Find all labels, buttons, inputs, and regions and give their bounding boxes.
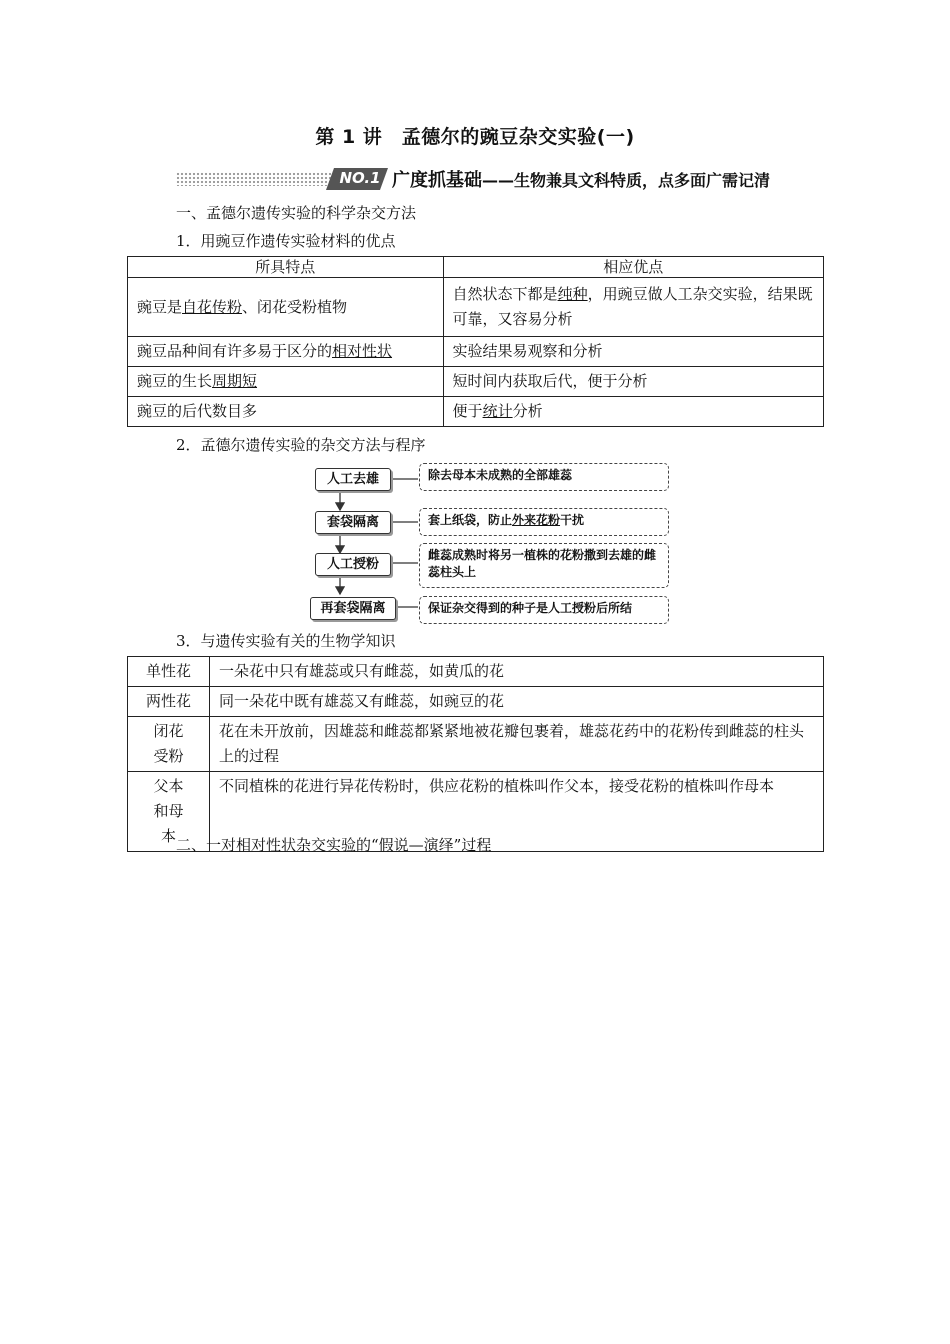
table-header-row	[128, 257, 824, 278]
term-cell: 闭花受粉	[128, 717, 210, 772]
flow-note: 除去母本未成熟的全部雄蕊	[419, 463, 669, 491]
term-cell: 两性花	[128, 687, 210, 717]
advantage-cell: 便于统计分析	[443, 397, 823, 427]
table-row	[128, 657, 824, 687]
flow-step: 人工授粉	[315, 553, 391, 576]
badge-label: NO.1	[339, 169, 381, 187]
flow-step: 套袋隔离	[315, 511, 391, 534]
table-row	[128, 397, 824, 427]
flow-note: 套上纸袋，防止外来花粉干扰	[419, 508, 669, 536]
procedure-flowchart	[300, 460, 680, 622]
flow-note: 雌蕊成熟时将另一植株的花粉撒到去雄的雌蕊柱头上	[419, 543, 669, 588]
term-cell: 父本和母本	[128, 772, 210, 852]
banner-dots	[176, 172, 338, 186]
feature-cell: 豌豆品种间有许多易于区分的相对性状	[128, 337, 444, 367]
definition-cell: 同一朵花中既有雄蕊又有雌蕊，如豌豆的花	[209, 687, 823, 717]
item2-heading: 2．孟德尔遗传实验的杂交方法与程序	[176, 436, 426, 454]
column-header: 所具特点	[128, 257, 444, 278]
table-row	[128, 717, 824, 772]
flow-note: 保证杂交得到的种子是人工授粉后所结	[419, 596, 669, 624]
advantages-table	[127, 256, 824, 427]
banner-heading: 广度抓基础	[392, 170, 482, 191]
table-row	[128, 337, 824, 367]
table-row	[128, 687, 824, 717]
table-row	[128, 367, 824, 397]
column-header: 相应优点	[443, 257, 823, 278]
flow-step: 人工去雄	[315, 468, 391, 491]
section2-heading: 二、一对相对性状杂交实验的“假说—演绎”过程	[176, 836, 492, 854]
flow-step: 再套袋隔离	[310, 597, 396, 620]
item3-heading: 3．与遗传实验有关的生物学知识	[176, 632, 396, 650]
terms-table	[127, 656, 824, 852]
advantage-cell: 实验结果易观察和分析	[443, 337, 823, 367]
definition-cell: 不同植株的花进行异花传粉时，供应花粉的植株叫作父本，接受花粉的植株叫作母本	[209, 772, 823, 852]
feature-cell: 豌豆是自花传粉、闭花受粉植物	[128, 278, 444, 337]
item1-heading: 1．用豌豆作遗传实验材料的优点	[176, 232, 396, 250]
advantage-cell: 短时间内获取后代，便于分析	[443, 367, 823, 397]
banner-subtitle: ——生物兼具文科特质，点多面广需记清	[482, 171, 771, 190]
definition-cell: 花在未开放前，因雄蕊和雌蕊都紧紧地被花瓣包裹着，雄蕊花药中的花粉传到雌蕊的柱头上的过程	[209, 717, 823, 772]
page-title: 第 1 讲 孟德尔的豌豆杂交实验(一)	[315, 126, 635, 148]
feature-cell: 豌豆的生长周期短	[128, 367, 444, 397]
term-cell: 单性花	[128, 657, 210, 687]
section-banner	[176, 164, 824, 194]
feature-cell: 豌豆的后代数目多	[128, 397, 444, 427]
definition-cell: 一朵花中只有雄蕊或只有雌蕊，如黄瓜的花	[209, 657, 823, 687]
advantage-cell: 自然状态下都是纯种，用豌豆做人工杂交实验，结果既可靠，又容易分析	[443, 278, 823, 337]
table-row	[128, 278, 824, 337]
section1-heading: 一、孟德尔遗传实验的科学杂交方法	[176, 204, 417, 222]
